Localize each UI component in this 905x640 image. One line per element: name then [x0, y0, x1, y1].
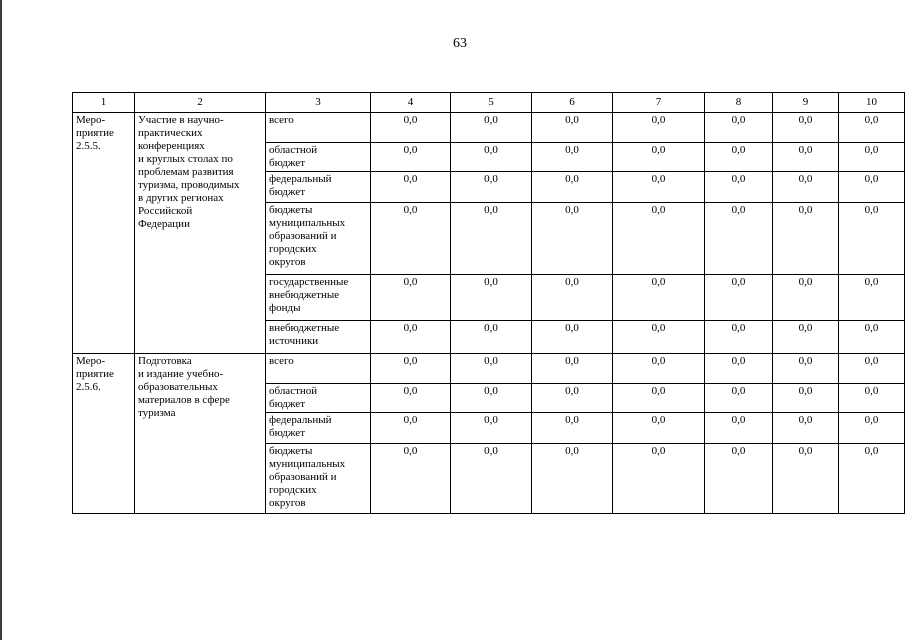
funding-source-line: бюджет	[269, 157, 305, 169]
value-cell: 0,0	[839, 172, 905, 203]
column-header-6: 6	[532, 93, 613, 113]
value-cell: 0,0	[773, 354, 839, 384]
value-cell: 0,0	[705, 321, 773, 354]
value-cell: 0,0	[839, 444, 905, 514]
activity-label-line: 2.5.6.	[76, 381, 101, 393]
funding-source	[266, 444, 371, 514]
funding-source	[266, 143, 371, 172]
column-header-3: 3	[266, 93, 371, 113]
value-cell: 0,0	[773, 444, 839, 514]
funding-source-line: внебюджетные	[269, 289, 340, 301]
activity-description-line: образовательных	[138, 381, 218, 393]
value-cell: 0,0	[532, 321, 613, 354]
funding-source-line: внебюджетные	[269, 322, 340, 334]
value-cell: 0,0	[613, 172, 705, 203]
value-cell: 0,0	[705, 413, 773, 444]
value-cell: 0,0	[705, 113, 773, 143]
activity-description	[135, 354, 266, 514]
funding-source-line: муниципальных	[269, 217, 346, 229]
value-cell: 0,0	[613, 413, 705, 444]
activity-description-line: и издание учебно-	[138, 368, 224, 380]
value-cell: 0,0	[371, 384, 451, 413]
funding-source-line: государственные	[269, 276, 349, 288]
funding-source	[266, 354, 371, 384]
header-row	[73, 93, 905, 113]
funding-source-line: бюджеты	[269, 204, 313, 216]
value-cell: 0,0	[532, 143, 613, 172]
value-cell: 0,0	[613, 384, 705, 413]
table-body	[73, 113, 905, 514]
funding-source	[266, 384, 371, 413]
funding-source-line: образований и	[269, 471, 337, 483]
value-cell: 0,0	[773, 275, 839, 321]
value-cell: 0,0	[371, 113, 451, 143]
value-cell: 0,0	[532, 275, 613, 321]
value-cell: 0,0	[839, 143, 905, 172]
value-cell: 0,0	[705, 444, 773, 514]
value-cell: 0,0	[451, 113, 532, 143]
activity-description-line: Участие в научно-	[138, 114, 224, 126]
value-cell: 0,0	[839, 321, 905, 354]
value-cell: 0,0	[839, 113, 905, 143]
column-header-2: 2	[135, 93, 266, 113]
activity-label-line: Меро-	[76, 355, 106, 367]
value-cell: 0,0	[613, 203, 705, 275]
funding-source-line: всего	[269, 355, 294, 367]
value-cell: 0,0	[451, 143, 532, 172]
activity-description-line: проблемам развития	[138, 166, 234, 178]
activity-description-line: и круглых столах по	[138, 153, 233, 165]
value-cell: 0,0	[451, 321, 532, 354]
value-cell: 0,0	[371, 413, 451, 444]
value-cell: 0,0	[532, 444, 613, 514]
activity-label-line: приятие	[76, 368, 114, 380]
value-cell: 0,0	[371, 172, 451, 203]
value-cell: 0,0	[773, 203, 839, 275]
funding-source-line: образований и	[269, 230, 337, 242]
value-cell: 0,0	[839, 384, 905, 413]
funding-source-line: федеральный	[269, 173, 332, 185]
activity-description-line: Федерации	[138, 218, 190, 230]
value-cell: 0,0	[839, 275, 905, 321]
value-cell: 0,0	[705, 143, 773, 172]
activity-label	[73, 354, 135, 514]
value-cell: 0,0	[371, 321, 451, 354]
value-cell: 0,0	[773, 172, 839, 203]
activity-label-line: Меро-	[76, 114, 106, 126]
value-cell: 0,0	[705, 203, 773, 275]
value-cell: 0,0	[773, 113, 839, 143]
funding-source	[266, 172, 371, 203]
table-row	[73, 113, 905, 143]
value-cell: 0,0	[451, 354, 532, 384]
column-header-7: 7	[613, 93, 705, 113]
value-cell: 0,0	[705, 354, 773, 384]
funding-source-line: округов	[269, 256, 306, 268]
value-cell: 0,0	[705, 275, 773, 321]
activity-description-line: туризма, проводимых	[138, 179, 240, 191]
funding-source-line: бюджет	[269, 398, 305, 410]
activity-description-line: в других регионах	[138, 192, 224, 204]
funding-source-line: бюджет	[269, 427, 305, 439]
value-cell: 0,0	[451, 413, 532, 444]
value-cell: 0,0	[613, 321, 705, 354]
value-cell: 0,0	[532, 354, 613, 384]
funding-source-line: всего	[269, 114, 294, 126]
column-header-9: 9	[773, 93, 839, 113]
value-cell: 0,0	[839, 354, 905, 384]
value-cell: 0,0	[839, 203, 905, 275]
page-number: 63	[453, 36, 467, 51]
value-cell: 0,0	[451, 444, 532, 514]
page-left-edge	[0, 0, 2, 640]
value-cell: 0,0	[532, 384, 613, 413]
value-cell: 0,0	[773, 413, 839, 444]
activity-description-line: туризма	[138, 407, 176, 419]
funding-source-line: муниципальных	[269, 458, 346, 470]
funding-source	[266, 321, 371, 354]
activity-label-line: 2.5.5.	[76, 140, 101, 152]
funding-source-line: областной	[269, 144, 318, 156]
value-cell: 0,0	[773, 321, 839, 354]
activity-description-line: Российской	[138, 205, 193, 217]
activity-description-line: практических	[138, 127, 203, 139]
value-cell: 0,0	[705, 172, 773, 203]
value-cell: 0,0	[613, 143, 705, 172]
funding-source	[266, 113, 371, 143]
activity-description-line: материалов в сфере	[138, 394, 230, 406]
value-cell: 0,0	[451, 384, 532, 413]
column-header-10: 10	[839, 93, 905, 113]
value-cell: 0,0	[451, 203, 532, 275]
value-cell: 0,0	[532, 413, 613, 444]
value-cell: 0,0	[371, 354, 451, 384]
column-header-8: 8	[705, 93, 773, 113]
value-cell: 0,0	[451, 172, 532, 203]
value-cell: 0,0	[451, 275, 532, 321]
column-header-1: 1	[73, 93, 135, 113]
value-cell: 0,0	[613, 444, 705, 514]
funding-source	[266, 413, 371, 444]
table-row	[73, 354, 905, 384]
value-cell: 0,0	[532, 113, 613, 143]
column-header-4: 4	[371, 93, 451, 113]
value-cell: 0,0	[532, 172, 613, 203]
activity-label-line: приятие	[76, 127, 114, 139]
value-cell: 0,0	[773, 143, 839, 172]
value-cell: 0,0	[371, 444, 451, 514]
value-cell: 0,0	[773, 384, 839, 413]
value-cell: 0,0	[613, 354, 705, 384]
value-cell: 0,0	[613, 113, 705, 143]
funding-source-line: бюджет	[269, 186, 305, 198]
value-cell: 0,0	[371, 275, 451, 321]
funding-source-line: городских	[269, 243, 317, 255]
funding-source-line: городских	[269, 484, 317, 496]
activity-description	[135, 113, 266, 354]
value-cell: 0,0	[532, 203, 613, 275]
value-cell: 0,0	[371, 143, 451, 172]
funding-source	[266, 275, 371, 321]
value-cell: 0,0	[705, 384, 773, 413]
activity-label	[73, 113, 135, 354]
funding-source-line: источники	[269, 335, 319, 347]
funding-source-line: округов	[269, 497, 306, 509]
funding-source-line: федеральный	[269, 414, 332, 426]
budget-table	[72, 92, 905, 514]
value-cell: 0,0	[613, 275, 705, 321]
activity-description-line: конференциях	[138, 140, 205, 152]
funding-source-line: областной	[269, 385, 318, 397]
funding-source-line: бюджеты	[269, 445, 313, 457]
value-cell: 0,0	[371, 203, 451, 275]
activity-description-line: Подготовка	[138, 355, 192, 367]
column-header-5: 5	[451, 93, 532, 113]
table-header	[73, 93, 905, 113]
value-cell: 0,0	[839, 413, 905, 444]
funding-source	[266, 203, 371, 275]
funding-source-line: фонды	[269, 302, 301, 314]
